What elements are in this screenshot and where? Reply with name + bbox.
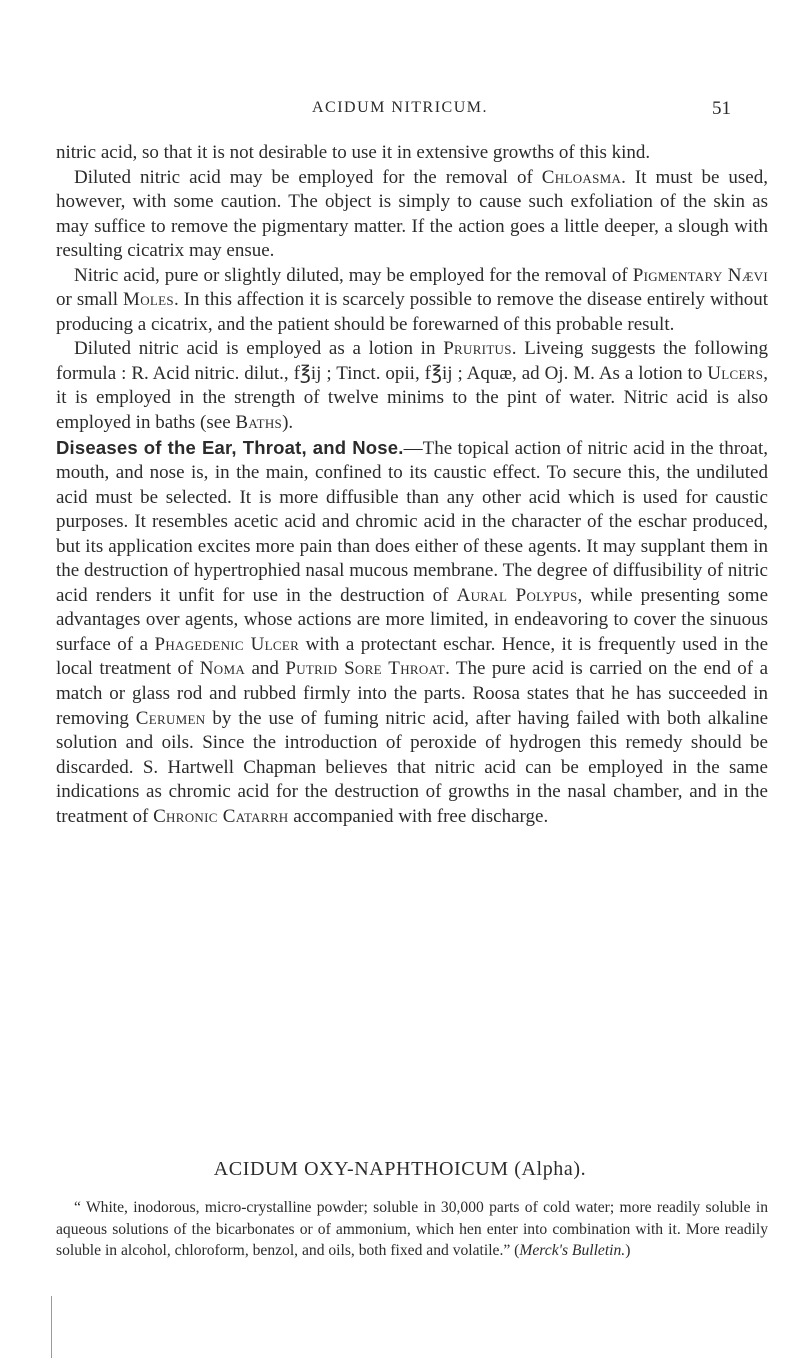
quote-block	[56, 1197, 768, 1262]
term-chronic-catarrh: Chronic Catarrh	[153, 805, 289, 827]
running-head	[0, 99, 800, 127]
term-noma: Noma	[199, 658, 246, 680]
term-aural-polypus: Aural Polypus	[456, 584, 578, 606]
paragraph-ear-throat-nose: Diseases of the Ear, Throat, and Nose.—The topical action of nitric acid in the throat, mouth, and nose is, in the main, confined to its caustic effect. To secure this, the undiluted acid must be selected. It is more diffusible than any other acid which is used for caustic purposes. It resembles acetic acid and chromic acid in the character of the eschar produced, but its application excites more pain than does either of these agents. It may supplant them in the destruction of hypertrophied nasal mucous membrane. The degree of diffusibility of nitric acid renders it unfit for use in the destruction of Aural Polypus, while presenting some advantages over agents, whose actions are more limited, in endeavoring to cover the sinuous surface of a Phagedenic Ulcer with a protectant eschar. Hence, it is frequently used in the local treatment of Noma and Putrid Sore Throat. The pure acid is carried on the end of a match or glass rod and rubbed firmly into the parts. Roosa states that he has succeeded in removing Cerumen by the use of fuming nitric acid, after having failed with both alkaline solution and oils. Since the introduction of peroxide of hydrogen this remedy should be discarded. S. Hartwell Chapman believes that nitric acid can be employed in the same indications as chromic acid for the destruction of growths in the nasal chamber, and in the treatment of Chronic Catarrh accompanied with free discharge.	[56, 436, 769, 827]
margin-rule	[51, 1296, 52, 1358]
term-putrid-sore-throat: Putrid Sore Throat	[285, 658, 446, 680]
running-title: ACIDUM NITRICUM.	[312, 99, 488, 116]
term-pigmentary-naevi: Pigmentary Nævi	[632, 264, 768, 286]
paragraph-naevi: Nitric acid, pure or slightly diluted, may be employed for the removal of Pigmentary Nævi or small Moles. In this affection it is scarcely possible to remove the disease entirely without producing a cicatrix, and the patient should be forewarned of this probable result.	[56, 264, 768, 335]
quote-source: Merck's Bulletin.	[519, 1242, 626, 1260]
body-text	[56, 141, 768, 829]
term-baths: Baths	[235, 412, 283, 434]
paragraph-continuation: nitric acid, so that it is not desirable to use it in extensive growths of this kind.	[56, 142, 651, 163]
term-ulcers: Ulcers	[707, 362, 764, 384]
page-number: 51	[712, 98, 731, 119]
term-cerumen: Cerumen	[135, 707, 206, 729]
subsection-heading: Diseases of the Ear, Throat, and Nose.	[56, 436, 404, 458]
paragraph-pruritus: Diluted nitric acid is employed as a lotion in Pruritus. Liveing suggests the following formula : R. Acid nitric. dilut., f℥ij ; Tinct. opii, f℥ij ; Aquæ, ad Oj. M. As a lotion to Ulcers, it is employed in the strength of twelve minims to the pint of water. Nitric acid is also employed in baths (see Baths).	[56, 338, 768, 434]
term-moles: Moles	[123, 289, 174, 311]
paragraph-chloasma: Diluted nitric acid may be employed for the removal of Chloasma. It must be used, however, with some caution. The object is simply to cause such exfoliation of the skin as may suffice to remove the pigmentary matter. If the action goes a little deeper, a slough with resulting cicatrix may ensue.	[56, 166, 768, 262]
term-phagedenic-ulcer: Phagedenic Ulcer	[154, 633, 300, 655]
quote-paragraph: “ White, inodorous, micro-crystalline powder; soluble in 30,000 parts of cold water; more readily soluble in aqueous solutions of the bicarbonates or of ammonium, which hen enter into combination with it. More readily soluble in alcohol, chloroform, benzol, and oils, both fixed and volatile.” (Merck's Bulletin.)	[56, 1199, 768, 1260]
term-chloasma: Chloasma	[541, 166, 622, 188]
term-pruritus: Pruritus	[443, 338, 512, 360]
section-heading: ACIDUM OXY-NAPHTHOICUM (Alpha).	[213, 1158, 587, 1180]
